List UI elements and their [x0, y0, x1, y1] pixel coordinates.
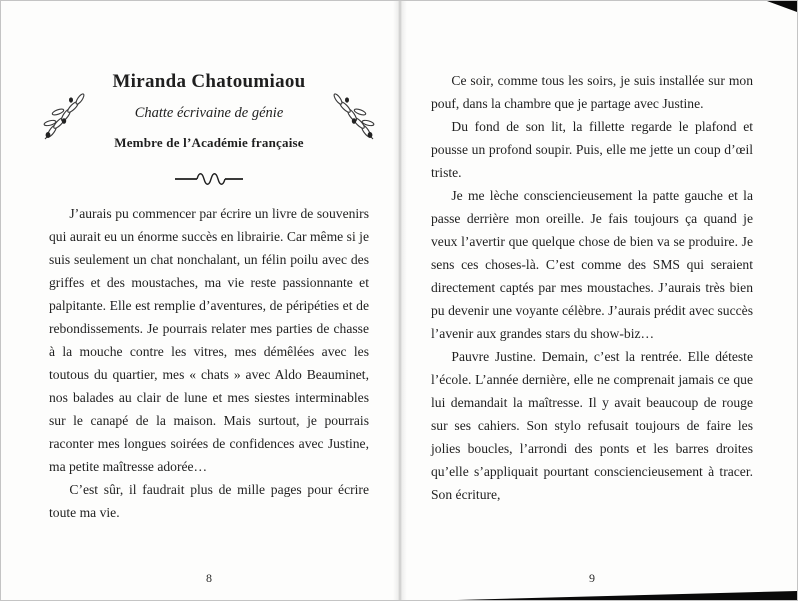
right-page-body — [431, 69, 753, 506]
olive-branch-left-icon — [41, 87, 87, 143]
book-subtitle: Chatte écrivaine de génie — [134, 104, 284, 121]
paragraph: Ce soir, comme tous les soirs, je suis installée sur mon pouf, dans la chambre que je partage avec Justine. — [431, 73, 753, 111]
paragraph: Du fond de son lit, la fillette regarde le plafond et pousse un profond soupir. Puis, elle me jette un coup d’œil triste. — [431, 119, 753, 180]
squiggle-divider-icon — [49, 171, 369, 187]
book-title: Miranda Chatoumiaou — [112, 71, 306, 92]
chapter-header — [49, 71, 369, 151]
left-page — [1, 1, 400, 601]
paragraph: Je me lèche consciencieusement la patte gauche et la passe derrière mon oreille. Je fais toujours ça quand je veux l’avertir que quelque chose de bien va se produire. Je sens ces choses-là. C’est comme des SMS qui seraient directement captés par mes moustaches. J’aurais très bien pu devenir une voyante célèbre. J’aurais prédit avec succès l’avenir aux grandes stars du show-biz… — [431, 188, 753, 341]
title-texts — [49, 71, 369, 151]
page-number-right: 9 — [589, 571, 595, 585]
page-number-left: 8 — [206, 571, 212, 585]
author-affiliation: Membre de l’Académie française — [114, 134, 304, 150]
paragraph: Pauvre Justine. Demain, c’est la rentrée. Elle déteste l’école. L’année dernière, elle ne comprenait jamais ce que lui demandait la maîtresse. Il y avait beaucoup de rouge sur ses cahiers. Son stylo refusait toujours de faire les jolies boucles, l’arrondi des ponts et les barres droites qu’elle s’appliquait pourtant consciencieusement à tracer. Son écriture, — [431, 349, 753, 502]
paragraph: C’est sûr, il faudrait plus de mille pages pour écrire toute ma vie. — [49, 481, 369, 520]
left-page-body — [49, 202, 369, 524]
olive-branch-right-icon — [331, 87, 377, 143]
right-page — [400, 1, 798, 601]
paragraph: J’aurais pu commencer par écrire un livre de souvenirs qui aurait eu un énorme succès en librairie. Car même si je suis seulement un chat nonchalant, un félin poilu avec des griffes et des moustaches, ma vie reste passionnante et palpitante. Elle est remplie d’aventures, de péripéties et de rebondissements. Je pourrais relater mes parties de chasse à la mouche contre les vitres, mes démêlées avec les toutous du quartier, mes « chats » avec Aldo Beauminet, nos balades au clair de lune et mes siestes interminables sur le canapé de la maison. Mais surtout, je pourrais raconter mes longues soirées de confidences avec Justine, ma petite maîtresse adorée… — [49, 205, 369, 474]
